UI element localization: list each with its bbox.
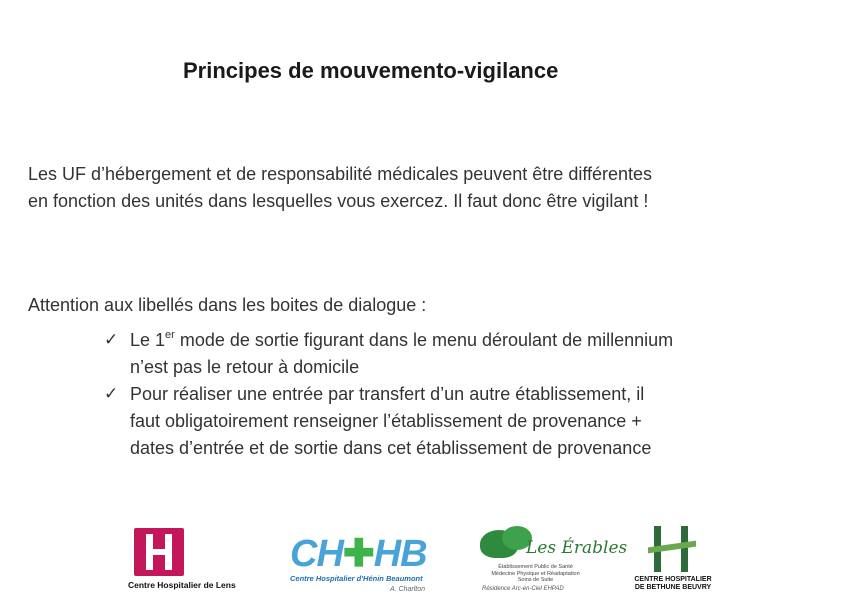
bethune-caption: CENTRE HOSPITALIER DE BETHUNE BEUVRY — [634, 576, 712, 591]
henin-beaumont-logo — [290, 534, 440, 596]
erables-description: Établissement Public de Santé Médecine Physique et Réadaptation Soins de Suite — [491, 564, 580, 583]
checkmark-icon: ✓ — [104, 384, 119, 404]
page-title: Principes de mouvemento-vigilance — [183, 58, 559, 83]
bullet-2-line-2: faut obligatoirement renseigner l’établissement de provenance + — [130, 411, 642, 431]
bullet-1-line-1: Le 1er mode de sortie figurant dans le menu déroulant de millennium — [130, 329, 674, 350]
chhb-caption: Centre Hospitalier d'Hénin Beaumont — [290, 574, 423, 583]
attention-heading: Attention aux libellés dans les boites de dialogue : — [28, 295, 427, 315]
list-item — [104, 381, 824, 462]
plus-icon: ✚ — [342, 533, 374, 575]
erables-name: Les Érables — [526, 538, 628, 558]
list-item — [104, 327, 824, 381]
bullet-1-line-2: n’est pas le retour à domicile — [130, 357, 360, 377]
checkmark-icon: ✓ — [104, 330, 119, 350]
bullet-2-line-3: dates d’entrée et de sortie dans cet établissement de provenance — [130, 438, 652, 458]
lens-caption: Centre Hospitalier de Lens — [128, 580, 236, 590]
bullet-2-line-1: Pour réaliser une entrée par transfert d’un autre établissement, il — [130, 384, 645, 404]
chhb-wordmark: CH✚HB — [290, 533, 427, 575]
erables-footer: Résidence Arc-en-Ciel EHPAD — [482, 586, 564, 592]
intro-line-2: en fonction des unités dans lesquelles vous exercez. Il faut donc être vigilant ! — [28, 191, 649, 211]
logo-strip — [0, 520, 842, 595]
chhb-signature: A. Charlton — [390, 586, 426, 593]
intro-paragraph — [28, 161, 818, 215]
intro-line-1: Les UF d’hébergement et de responsabilité médicales peuvent être différentes — [28, 164, 653, 184]
lens-hospital-logo — [128, 528, 238, 592]
les-erables-logo — [478, 526, 628, 596]
bethune-hospital-logo — [628, 526, 718, 596]
lens-h-icon — [134, 528, 184, 576]
bullet-list — [104, 327, 824, 462]
